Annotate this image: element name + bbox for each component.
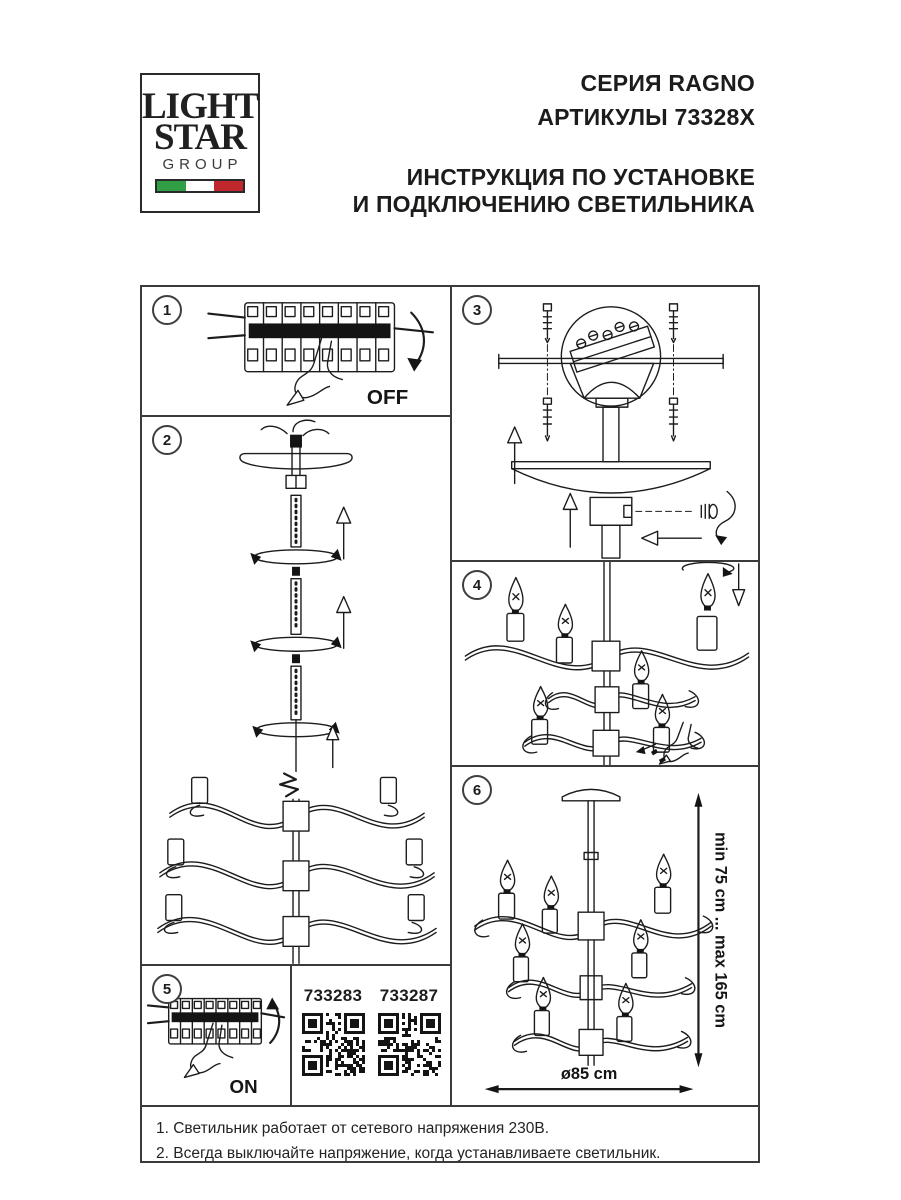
on-arrow-icon — [266, 998, 279, 1043]
insert-bulb-icon — [682, 562, 733, 610]
logo-word-group: GROUP — [162, 156, 243, 173]
qr-code-icon — [378, 1013, 441, 1081]
rod-assembly-drawing — [142, 417, 450, 964]
width-dimension-label: ø85 cm — [560, 1065, 618, 1084]
off-label: OFF — [366, 386, 409, 410]
candle-bulb-icon — [499, 860, 515, 919]
instruction-title-line2: И ПОДКЛЮЧЕНИЮ СВЕТИЛЬНИКА — [352, 191, 755, 217]
screw-icon — [543, 304, 551, 441]
qr-code-icon — [302, 1013, 365, 1081]
tier-3-arms — [513, 940, 691, 1065]
left-arrow-icon — [642, 531, 702, 545]
logo-word-star: STAR — [154, 117, 246, 158]
diagram-grid — [140, 285, 760, 1163]
rotation-arrow-icon — [250, 549, 341, 565]
rotation-arrow-icon — [250, 636, 341, 652]
instruction-title-line1: ИНСТРУКЦИЯ ПО УСТАНОВКЕ — [406, 164, 755, 190]
height-dimension-label: min 75 cm ... max 165 cm — [711, 832, 730, 1028]
set-screw-icon — [624, 504, 717, 518]
header — [353, 66, 755, 218]
hand-icon — [636, 722, 698, 764]
logo-word-light: LIGHT — [142, 86, 259, 127]
lightstar-logo — [140, 73, 260, 213]
detail-circle — [561, 307, 660, 406]
center-rod — [603, 407, 619, 462]
step-5-panel — [142, 966, 292, 1107]
notes-panel — [142, 1107, 758, 1161]
step-number-text: 4 — [472, 576, 482, 594]
lower-rod — [602, 525, 620, 558]
article-item — [378, 986, 441, 1081]
step-4-number — [462, 570, 492, 600]
note-2: 2. Всегда выключайте напряжение, когда устанавливаете светильник. — [156, 1145, 661, 1162]
step-number-text: 6 — [472, 781, 482, 799]
ceiling-cap-icon — [562, 789, 620, 800]
step-number-text: 1 — [162, 301, 172, 319]
step-number-text: 5 — [162, 980, 172, 998]
step-1-panel — [142, 287, 452, 417]
rod-block — [590, 497, 632, 525]
tier-3-arms — [523, 730, 705, 756]
dimensions-drawing — [452, 767, 758, 1105]
up-arrow-icon — [337, 507, 351, 559]
step-4-panel — [452, 562, 758, 767]
rod-joint — [292, 654, 300, 663]
step-number-text: 3 — [472, 301, 482, 319]
candle-bulb-icon — [556, 604, 572, 663]
step-5-number — [152, 974, 182, 1004]
wire-squiggle — [280, 773, 298, 796]
step-3-panel — [452, 287, 758, 562]
step-6-number — [462, 775, 492, 805]
empty-socket — [697, 616, 717, 650]
off-arrow-icon — [407, 313, 424, 372]
step-6-panel — [452, 767, 758, 1107]
tier-2-arms — [507, 976, 695, 1000]
rod-section-3 — [291, 666, 301, 720]
article-number: 733283 — [303, 986, 363, 1005]
canopy-bowl — [512, 462, 711, 493]
width-dimension — [485, 1065, 694, 1093]
canopy-icon — [240, 448, 352, 476]
italy-flag-icon — [155, 179, 245, 193]
instruction-title — [353, 164, 755, 218]
articles-title: АРТИКУЛЫ 73328X — [537, 104, 755, 130]
circuit-breaker-icon — [148, 999, 284, 1044]
tier-1-arms — [465, 641, 748, 671]
candle-bulb-icon — [655, 854, 671, 913]
series-title: СЕРИЯ RAGNO — [580, 70, 755, 96]
twist-arrow-icon — [716, 492, 735, 542]
article-number: 733287 — [379, 986, 439, 1005]
rod-joint — [292, 567, 300, 576]
up-arrow-icon — [563, 493, 577, 547]
up-arrow-icon — [508, 427, 522, 484]
circuit-breaker-icon — [208, 303, 432, 372]
step-3-number — [462, 295, 492, 325]
step-2-number — [152, 425, 182, 455]
rod-section-2 — [291, 579, 301, 635]
rod-joint — [584, 852, 598, 859]
chandelier-frame — [158, 777, 436, 963]
on-label: ON — [229, 1076, 258, 1098]
candle-bulb-icon — [507, 578, 524, 642]
step-1-number — [152, 295, 182, 325]
candle-bulb-icon — [514, 924, 530, 982]
tier-2-arms — [545, 687, 698, 713]
ceiling-wires-icon — [261, 420, 329, 447]
rod-section-1 — [291, 495, 301, 547]
step-2-panel — [142, 417, 452, 966]
candle-bulb-icon — [542, 876, 558, 933]
twist-arrow-head — [715, 535, 727, 545]
flag-red-stripe — [214, 181, 243, 191]
tier-1-arms — [475, 912, 713, 940]
step-number-text: 2 — [162, 431, 172, 449]
flag-green-stripe — [157, 181, 186, 191]
bulb-install-drawing — [452, 562, 758, 765]
down-arrow-icon — [733, 564, 745, 606]
articles-qr-panel — [292, 966, 452, 1107]
candle-bulb-icon — [617, 983, 633, 1041]
flag-white-stripe — [186, 181, 215, 191]
article-item — [302, 986, 365, 1081]
ceiling-mount-drawing — [452, 287, 758, 560]
breaker-off-drawing — [142, 287, 450, 415]
screw-icon — [670, 304, 678, 441]
note-1: 1. Светильник работает от сетевого напряжения 230В. — [156, 1120, 550, 1137]
